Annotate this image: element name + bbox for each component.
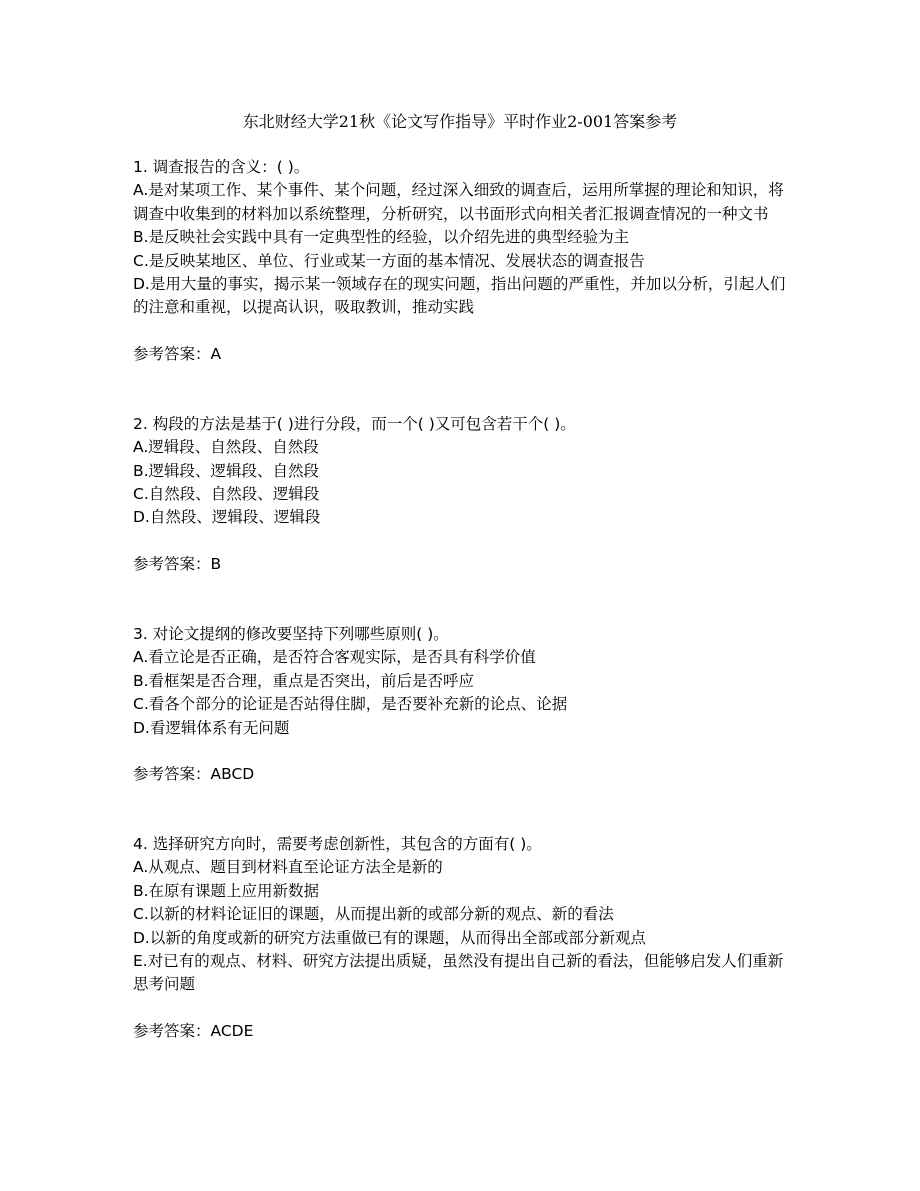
answer-line	[133, 343, 798, 366]
question-stem: 1. 调查报告的含义：( )。	[133, 158, 310, 176]
answer-value: ACDE	[210, 1021, 254, 1040]
spacer	[133, 576, 798, 623]
answer-line	[133, 1020, 798, 1043]
question-list	[133, 156, 798, 1043]
option-c: C.自然段、自然段、逻辑段	[133, 485, 320, 504]
answer-label: 参考答案：	[133, 554, 211, 573]
answer-value: A	[210, 344, 222, 363]
answer-value: B	[210, 554, 222, 573]
option-a: A.是对某项工作、某个事件、某个问题，经过深入细致的调查后，运用所掌握的理论和知识，将调查中收集到的材料加以系统整理，分析研究，以书面形式向相关者汇报调查情况的一种文书	[133, 181, 784, 223]
question-2	[133, 413, 798, 623]
option-d: D.是用大量的事实，揭示某一领域存在的现实问题，指出问题的严重性，并加以分析，引起人们的注意和重视，以提高认识，吸取教训，推动实践	[133, 275, 786, 317]
answer-value: ABCD	[210, 764, 255, 783]
option-b: B.看框架是否合理，重点是否突出，前后是否呼应	[133, 671, 475, 690]
option-d: D.自然段、逻辑段、逻辑段	[133, 508, 321, 527]
question-stem: 3. 对论文提纲的修改要坚持下列哪些原则( )。	[133, 624, 449, 643]
option-a: A.逻辑段、自然段、自然段	[133, 438, 319, 457]
document-title: 东北财经大学21秋《论文写作指导》平时作业2-001答案参考	[242, 112, 678, 131]
answer-line	[133, 763, 798, 786]
question-3	[133, 623, 798, 833]
option-c: C.看各个部分的论证是否站得住脚，是否要补充新的论点、论据	[133, 695, 568, 714]
spacer	[133, 366, 798, 413]
option-a: A.看立论是否正确，是否符合客观实际，是否具有科学价值	[133, 648, 536, 667]
question-stem: 2. 构段的方法是基于( )进行分段，而一个( )又可包含若干个( )。	[133, 414, 576, 433]
answer-label: 参考答案：	[133, 764, 211, 783]
answer-label: 参考答案：	[133, 344, 211, 363]
question-stem: 4. 选择研究方向时，需要考虑创新性，其包含的方面有( )。	[133, 834, 542, 853]
spacer	[133, 786, 798, 833]
option-c: C.以新的材料论证旧的课题，从而提出新的或部分新的观点、新的看法	[133, 905, 614, 924]
option-e: E.对已有的观点、材料、研究方法提出质疑，虽然没有提出自己新的看法，但能够启发人们重新思考问题	[133, 951, 784, 994]
option-d: D.以新的角度或新的研究方法重做已有的课题，从而得出全部或部分新观点	[133, 928, 646, 947]
option-b: B.在原有课题上应用新数据	[133, 881, 320, 900]
answer-label: 参考答案：	[133, 1021, 211, 1040]
question-4	[133, 833, 798, 1043]
option-c: C.是反映某地区、单位、行业或某一方面的基本情况、发展状态的调查报告	[133, 251, 645, 270]
option-b: B.逻辑段、逻辑段、自然段	[133, 461, 320, 480]
answer-line	[133, 553, 798, 576]
option-a: A.从观点、题目到材料直至论证方法全是新的	[133, 858, 443, 877]
option-d: D.看逻辑体系有无问题	[133, 718, 290, 737]
option-b: B.是反映社会实践中具有一定典型性的经验，以介绍先进的典型经验为主	[133, 228, 630, 247]
question-1	[133, 156, 798, 413]
